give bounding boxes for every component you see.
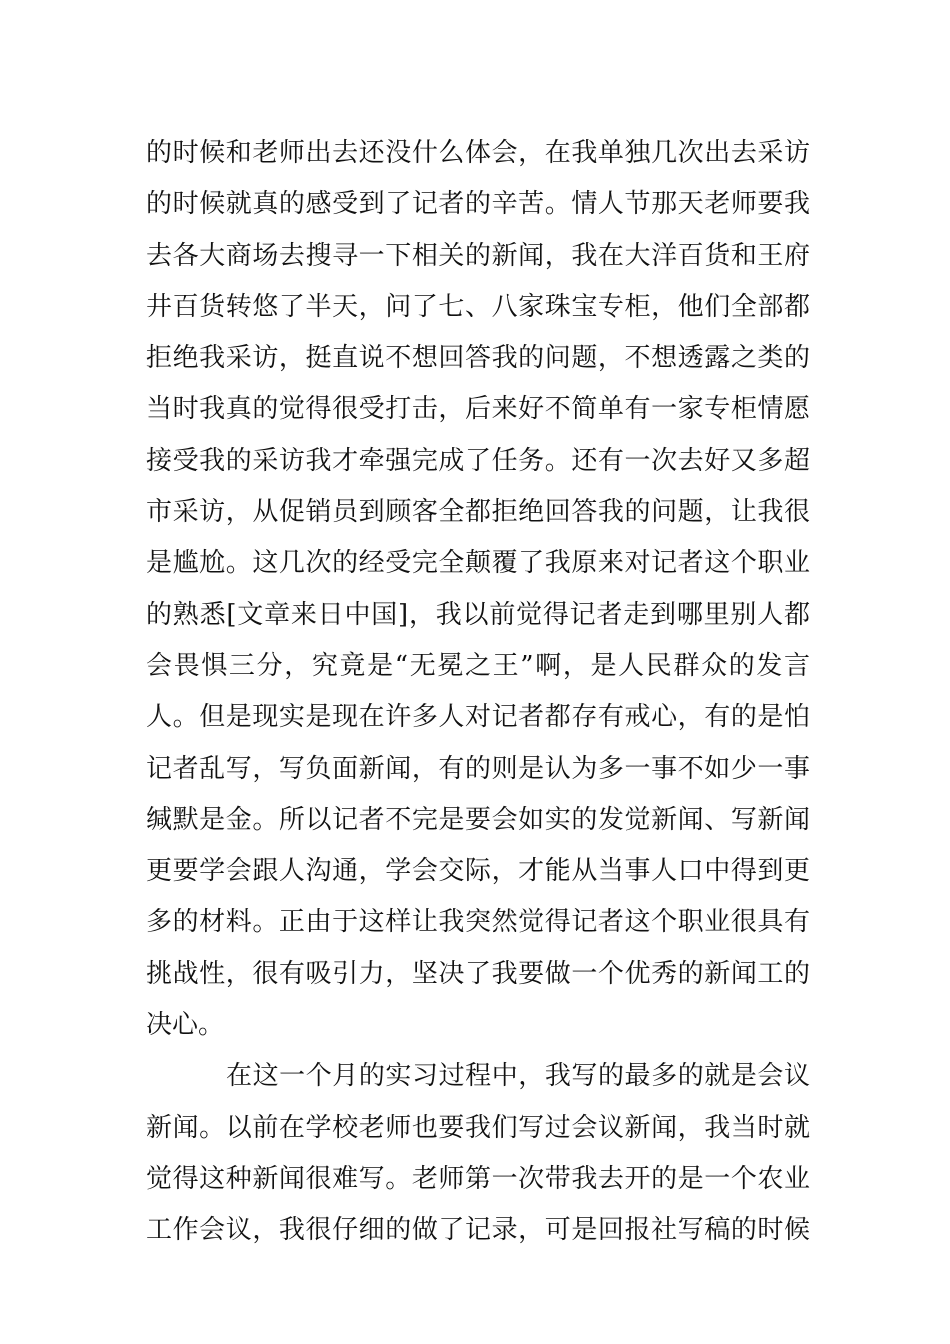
text-line: 的时候和老师出去还没什么体会，在我单独几次出去采访 — [146, 138, 810, 168]
text-line: 井百货转悠了半天，问了七、八家珠宝专柜，他们全部都 — [146, 291, 810, 322]
text-line: 的时候就真的感受到了记者的辛苦。情人节那天老师要我 — [146, 189, 810, 220]
text-line: 工作会议，我很仔细的做了记录，可是回报社写稿的时候 — [146, 1215, 810, 1246]
text-line: 拒绝我采访，挺直说不想回答我的问题，不想透露之类的 — [146, 343, 810, 374]
text-line: 人。但是现实是现在许多人对记者都存有戒心，有的是怕 — [146, 702, 810, 733]
text-line: 多的材料。正由于这样让我突然觉得记者这个职业很具有 — [146, 907, 810, 938]
text-line: 挑战性，很有吸引力，坚决了我要做一个优秀的新闻工的 — [146, 958, 810, 989]
text-line: 当时我真的觉得很受打击，后来好不简单有一家专柜情愿 — [146, 394, 810, 425]
body-text — [146, 128, 810, 1257]
text-line: 会畏惧三分，究竟是“无冕之王”啊，是人民群众的发言 — [146, 650, 810, 681]
text-line: 新闻。以前在学校老师也要我们写过会议新闻，我当时就 — [146, 1112, 810, 1143]
text-line: 更要学会跟人沟通，学会交际，才能从当事人口中得到更 — [146, 856, 810, 887]
text-line: 的熟悉[文章来日中国]，我以前觉得记者走到哪里别人都 — [146, 599, 810, 630]
text-line: 是尴尬。这几次的经受完全颠覆了我原来对记者这个职业 — [146, 548, 810, 579]
text-line: 缄默是金。所以记者不完是要会如实的发觉新闻、写新闻 — [146, 804, 810, 835]
text-line: 市采访，从促销员到顾客全都拒绝回答我的问题，让我很 — [146, 497, 810, 528]
text-line: 决心。 — [146, 1010, 225, 1041]
text-line: 在这一个月的实习过程中，我写的最多的就是会议 — [226, 1061, 810, 1092]
text-line: 觉得这种新闻很难写。老师第一次带我去开的是一个农业 — [146, 1163, 810, 1194]
text-line: 接受我的采访我才牵强完成了任务。还有一次去好又多超 — [146, 445, 810, 476]
text-line: 记者乱写，写负面新闻，有的则是认为多一事不如少一事 — [146, 753, 810, 784]
text-line: 去各大商场去搜寻一下相关的新闻，我在大洋百货和王府 — [146, 240, 810, 271]
